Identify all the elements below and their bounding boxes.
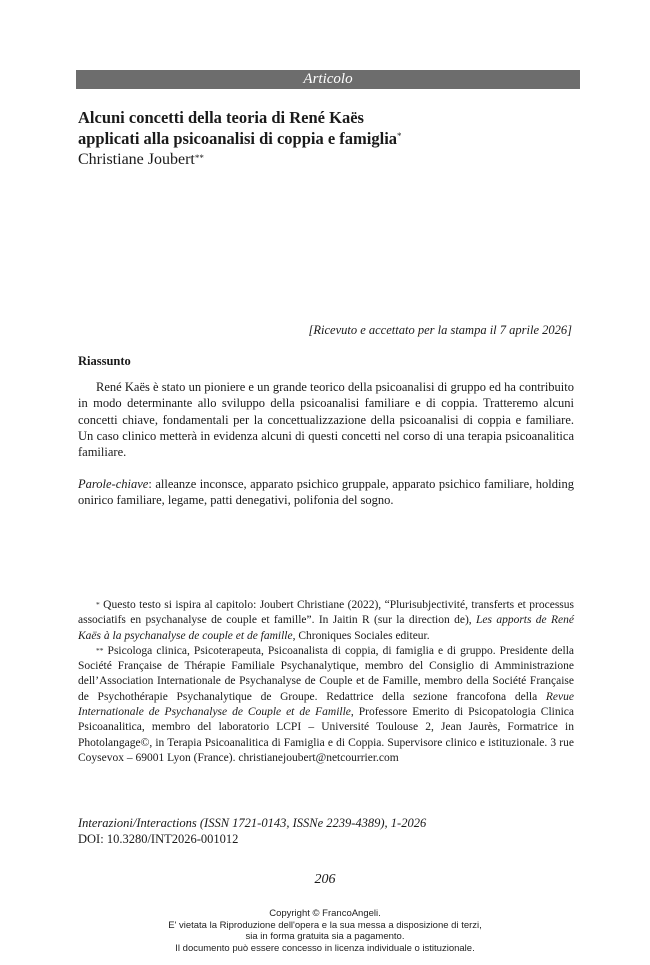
footnote-2 bbox=[78, 644, 574, 766]
footnote-1-book-title: Les apports de René Kaës à la psychanalyse de couple et de famille bbox=[78, 614, 574, 642]
keywords-text: : alleanze inconsce, apparato psichico gruppale, apparato psichico familiare, holding onirico familiare, legame, patti denegativi, polifonia del sogno. bbox=[78, 477, 574, 508]
copyright-notice bbox=[0, 908, 650, 954]
keywords-label: Parole-chiave bbox=[78, 477, 149, 491]
footnote-2-text-a: Psicologa clinica, Psicoterapeuta, Psicoanalista di coppia, di famiglia e di gruppo. Presidente della Société Française de Thérapie Familiale Psychanalytique, membro del Consiglio di Amministrazione dell’Association Internationale de Psychanalyse de Couple et de Famille, membro della Société Française de Psychothérapie Psychanalytique de Groupe. Redattrice della sezione francofona della bbox=[78, 644, 574, 703]
doi-reference: DOI: 10.3280/INT2026-001012 bbox=[78, 832, 239, 846]
footnote-1-text-b: , Chroniques Sociales editeur. bbox=[292, 629, 430, 642]
abstract-heading: Riassunto bbox=[78, 354, 131, 368]
copyright-line-1: Copyright © FrancoAngeli. bbox=[269, 908, 381, 919]
keywords bbox=[78, 476, 574, 509]
footnote-1-text-a: Questo testo si ispira al capitolo: Joubert Christiane (2022), “Plurisubjectivité, transferts et processus associatifs en psychanalyse de couple et famille”. In Jaitin R (sur la direction de), bbox=[78, 599, 574, 627]
received-date: [Ricevuto e accettato per la stampa il 7 aprile 2026] bbox=[308, 323, 572, 337]
footnote-1 bbox=[78, 598, 574, 644]
copyright-line-4: Il documento può essere concesso in licenza individuale o istituzionale. bbox=[175, 942, 475, 954]
section-banner bbox=[76, 70, 580, 89]
footnote-2-text-b: , Professore Emerito di Psicopatologia Clinica Psicoanalitica, membro del laboratorio LCPI – Université Toulouse 2, Jean Jaurès, Formatrice in Photolangage©, in Terapia Psicoanalitica di Famiglia e di Coppia. Supervisore clinico e istituzionale. 3 rue Coysevox – 69001 Lyon (France). christianejoubert@netcourrier.com bbox=[78, 706, 575, 764]
footnotes bbox=[78, 598, 574, 766]
page-number: 206 bbox=[314, 872, 336, 887]
title-line-1: Alcuni concetti della teoria di René Kaës bbox=[78, 108, 364, 127]
title-footnote-marker: * bbox=[397, 131, 402, 141]
author-text: Christiane Joubert bbox=[78, 151, 195, 168]
author-name bbox=[78, 150, 204, 170]
article-title bbox=[78, 107, 578, 149]
section-label: Articolo bbox=[303, 71, 353, 87]
abstract-text: René Kaës è stato un pioniere e un grande teorico della psicoanalisi di gruppo ed ha contribuito in modo determinante allo sviluppo della psicoanalisi familiare e di coppia. Tratteremo alcuni concetti chiave, fondamentali per la concettualizzazione della psicoanalisi di coppia e familiare. Un caso clinico metterà in evidenza alcuni di questi concetti nel corso di una terapia psicoanalitica familiare. bbox=[78, 380, 574, 460]
footnote-2-journal-title: Revue Internationale de Psychanalyse de Couple et de Famille bbox=[78, 690, 574, 719]
copyright-line-2: E' vietata la Riproduzione dell'opera e la sua messa a disposizione di terzi, bbox=[168, 919, 482, 931]
footnote-1-marker: * bbox=[96, 600, 100, 609]
journal-citation bbox=[78, 815, 426, 847]
footnote-2-marker: ** bbox=[96, 645, 104, 655]
title-line-2: applicati alla psicoanalisi di coppia e famiglia bbox=[78, 129, 398, 148]
author-footnote-marker: ** bbox=[194, 153, 204, 163]
journal-reference: Interazioni/Interactions (ISSN 1721-0143, ISSNe 2239-4389), 1-2026 bbox=[78, 816, 427, 830]
copyright-line-3: sia in forma gratuita sia a pagamento. bbox=[245, 931, 405, 942]
